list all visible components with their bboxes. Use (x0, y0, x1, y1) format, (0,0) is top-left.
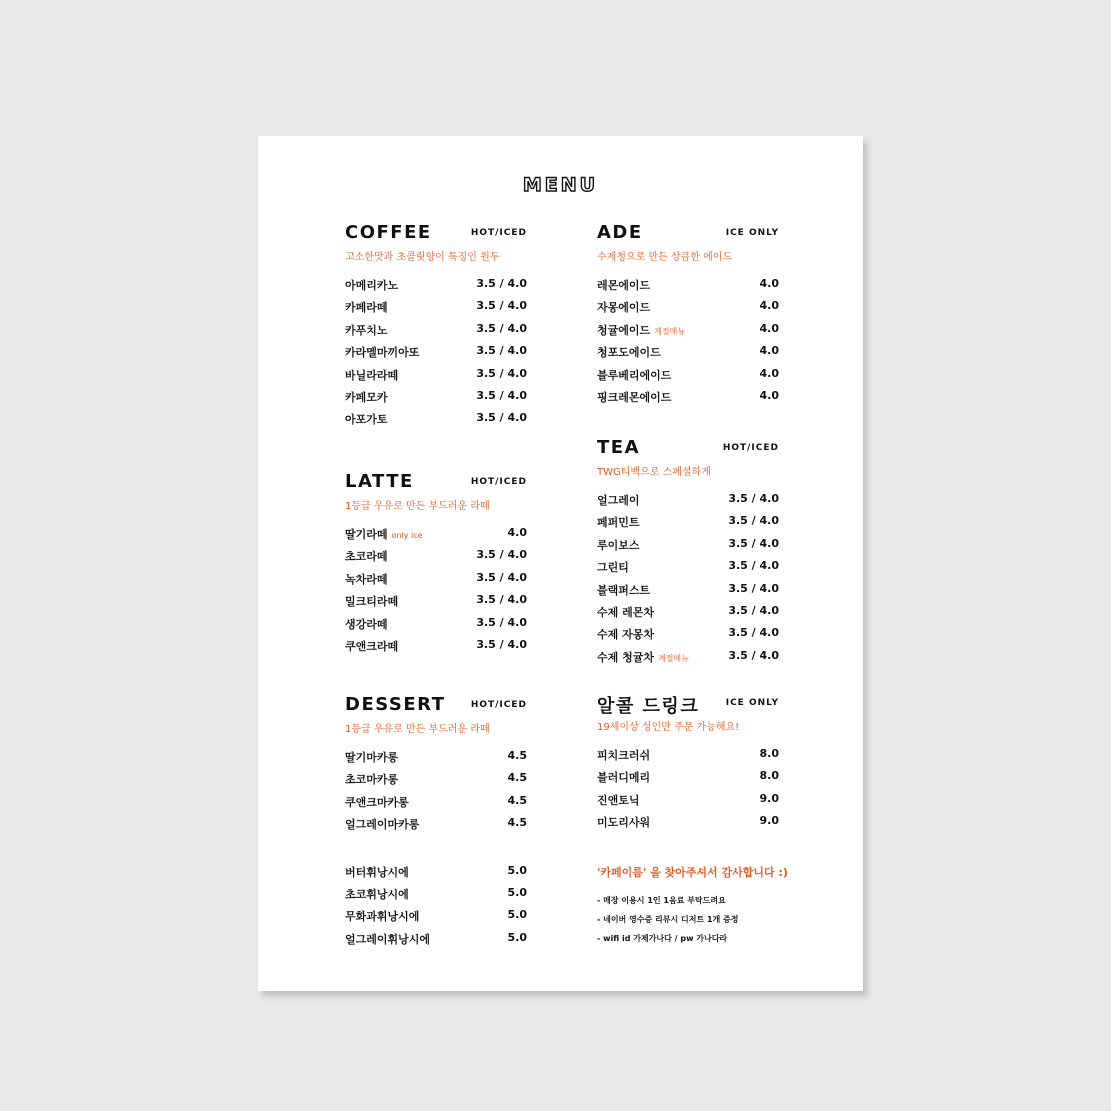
menu-item (597, 792, 779, 814)
section-subtitle: 1등급 우유로 만든 부드러운 라떼 (345, 724, 490, 735)
item-price: 3.5 / 4.0 (728, 603, 779, 617)
menu-item (597, 277, 779, 299)
menu-item (345, 593, 527, 615)
section-title: COFFEE (345, 222, 432, 243)
item-price: 4.5 (507, 793, 527, 807)
menu-item (597, 649, 779, 671)
item-price: 4.5 (507, 749, 527, 762)
menu-item (345, 616, 527, 638)
menu-item (345, 526, 527, 548)
item-price: 4.0 (507, 526, 527, 539)
alcohol-section (597, 692, 779, 837)
menu-item (597, 814, 779, 836)
section-subtitle: TWG티백으로 스페셜하게 (597, 467, 711, 478)
item-name: 초코마카롱 (345, 773, 399, 787)
dessert-section (345, 694, 527, 953)
menu-item (345, 344, 527, 366)
section-tag: HOT/ICED (470, 700, 527, 710)
notice-line: - 매장 이용시 1인 1음료 부탁드려요 (597, 896, 726, 905)
menu-item (597, 604, 779, 626)
item-note: only ice (391, 531, 423, 540)
item-name: 딸기마카롱 (345, 751, 399, 764)
item-name: 초코휘낭시에 (345, 887, 409, 901)
item-price: 3.5 / 4.0 (476, 615, 527, 629)
item-price: 3.5 / 4.0 (728, 559, 779, 573)
item-name: 청귤에이드 계절메뉴 (597, 323, 686, 337)
item-name: 카페모카 (345, 390, 388, 404)
section-tag: ICE ONLY (725, 228, 779, 238)
menu-item (345, 771, 527, 793)
item-price: 3.5 / 4.0 (476, 366, 527, 380)
item-price: 4.0 (759, 277, 779, 290)
menu-item (345, 299, 527, 321)
menu-item (597, 582, 779, 604)
menu-item (597, 537, 779, 559)
menu-item (345, 411, 527, 433)
item-price: 3.5 / 4.0 (476, 388, 527, 402)
menu-sheet (258, 136, 863, 991)
item-name: 피치크러쉬 (597, 749, 651, 762)
item-price: 4.0 (759, 388, 779, 402)
item-price: 8.0 (759, 769, 779, 783)
item-price: 3.5 / 4.0 (476, 411, 527, 425)
ade-section (597, 222, 779, 411)
notice-line: - wifi id 가제가나다 / pw 가나다라 (597, 934, 728, 943)
item-price: 5.0 (507, 863, 527, 877)
item-price: 3.5 / 4.0 (476, 637, 527, 651)
item-name: 진앤토닉 (597, 793, 640, 807)
menu-item (597, 559, 779, 581)
menu-item (597, 344, 779, 366)
menu-item (345, 322, 527, 344)
menu-item (345, 864, 527, 886)
item-name: 밀크티라떼 (345, 595, 399, 609)
item-name: 쿠앤크라떼 (345, 639, 399, 653)
item-note: 계절메뉴 (654, 326, 686, 336)
menu-item (345, 277, 527, 299)
item-name: 무화과휘낭시에 (345, 910, 420, 924)
menu-item (597, 769, 779, 791)
item-name: 블러디메리 (597, 771, 651, 785)
menu-item (597, 367, 779, 389)
item-name: 버터휘낭시에 (345, 865, 409, 879)
item-price: 3.5 / 4.0 (728, 536, 779, 550)
menu-item (597, 747, 779, 769)
menu-item (345, 931, 527, 953)
item-name: 수제 청귤차 계절메뉴 (597, 650, 689, 664)
item-name: 초코라떼 (345, 550, 388, 564)
menu-item (345, 886, 527, 908)
item-name: 얼그레이 (597, 494, 640, 507)
section-title: ADE (597, 222, 643, 243)
menu-item (345, 548, 527, 570)
section-subtitle: 고소한맛과 초콜릿향이 특징인 원두 (345, 252, 500, 263)
item-name: 수제 레몬차 (597, 605, 654, 619)
item-price: 4.0 (759, 299, 779, 313)
item-price: 3.5 / 4.0 (728, 626, 779, 640)
item-name: 청포도에이드 (597, 346, 661, 360)
item-price: 3.5 / 4.0 (728, 514, 779, 528)
item-name: 미도리사워 (597, 816, 651, 830)
item-name: 얼그레이휘낭시에 (345, 932, 431, 946)
item-price: 3.5 / 4.0 (728, 648, 779, 662)
item-price: 4.0 (759, 344, 779, 358)
latte-section (345, 471, 527, 660)
item-name: 루이보스 (597, 538, 640, 552)
item-name: 아메리카노 (345, 279, 399, 292)
item-price: 5.0 (507, 930, 527, 944)
footer (597, 864, 807, 952)
item-price: 9.0 (759, 791, 779, 805)
item-name: 쿠앤크마카롱 (345, 795, 409, 809)
menu-item (597, 492, 779, 514)
item-name: 녹차라떼 (345, 572, 388, 586)
menu-item (597, 299, 779, 321)
item-price: 3.5 / 4.0 (476, 570, 527, 584)
menu-title: MENU (522, 174, 599, 196)
item-price: 3.5 / 4.0 (476, 344, 527, 358)
notice-line: - 네이버 영수증 리뷰시 디저트 1개 증정 (597, 915, 739, 924)
menu-item (345, 367, 527, 389)
item-name: 딸기라떼 only ice (345, 528, 423, 541)
menu-item (345, 908, 527, 930)
section-tag: HOT/ICED (470, 477, 527, 487)
item-name: 생강라떼 (345, 617, 388, 631)
item-note: 계절메뉴 (657, 653, 689, 663)
item-price: 3.5 / 4.0 (728, 581, 779, 595)
section-subtitle: 1등급 우유로 만든 부드러운 라떼 (345, 501, 490, 512)
item-price: 5.0 (507, 908, 527, 922)
item-price: 9.0 (759, 814, 779, 828)
item-price: 4.5 (507, 816, 527, 830)
item-name: 얼그레이마카롱 (345, 818, 420, 832)
item-price: 4.0 (759, 366, 779, 380)
section-tag: HOT/ICED (722, 443, 779, 453)
item-price: 5.0 (507, 885, 527, 899)
menu-item (597, 514, 779, 536)
item-price: 3.5 / 4.0 (476, 277, 527, 290)
item-name: 블루베리에이드 (597, 368, 672, 382)
menu-item (345, 389, 527, 411)
section-tag: HOT/ICED (470, 228, 527, 238)
item-name: 자몽에이드 (597, 301, 651, 315)
item-price: 3.5 / 4.0 (476, 593, 527, 607)
coffee-section (345, 222, 527, 434)
item-price: 4.5 (507, 771, 527, 785)
item-price: 4.0 (759, 321, 779, 335)
menu-item (597, 322, 779, 344)
item-name: 그린티 (597, 561, 629, 575)
section-subtitle: 19세이상 성인만 주문 가능해요! (597, 722, 740, 733)
section-tag: ICE ONLY (725, 698, 779, 708)
item-name: 카페라떼 (345, 301, 388, 315)
menu-item (597, 626, 779, 648)
item-name: 바닐라라떼 (345, 368, 399, 382)
section-subtitle: 수제청으로 만든 상큼한 에이드 (597, 252, 733, 263)
section-title: TEA (597, 437, 641, 458)
item-name: 수제 자몽차 (597, 628, 654, 642)
thanks-message: '카페이름' 을 찾아주셔서 감사합니다 :) (597, 866, 788, 879)
item-name: 카푸치노 (345, 323, 388, 337)
menu-item (597, 389, 779, 411)
item-name: 블랙퍼스트 (597, 583, 651, 597)
item-price: 3.5 / 4.0 (728, 492, 779, 505)
item-price: 3.5 / 4.0 (476, 321, 527, 335)
section-title: LATTE (345, 471, 414, 492)
item-name: 핑크레몬에이드 (597, 390, 672, 404)
menu-item (345, 816, 527, 838)
item-name: 레몬에이드 (597, 279, 651, 292)
menu-item (345, 571, 527, 593)
item-price: 3.5 / 4.0 (476, 299, 527, 313)
menu-item (345, 794, 527, 816)
item-name: 페퍼민트 (597, 516, 640, 530)
item-name: 아포가토 (345, 413, 388, 427)
menu-item (345, 749, 527, 771)
section-title: 알콜 드링크 (597, 696, 700, 717)
section-title: DESSERT (345, 694, 446, 715)
item-price: 8.0 (759, 747, 779, 760)
item-name: 카라멜마끼아또 (345, 346, 420, 360)
tea-section (597, 437, 779, 671)
menu-item (345, 638, 527, 660)
item-price: 3.5 / 4.0 (476, 548, 527, 562)
